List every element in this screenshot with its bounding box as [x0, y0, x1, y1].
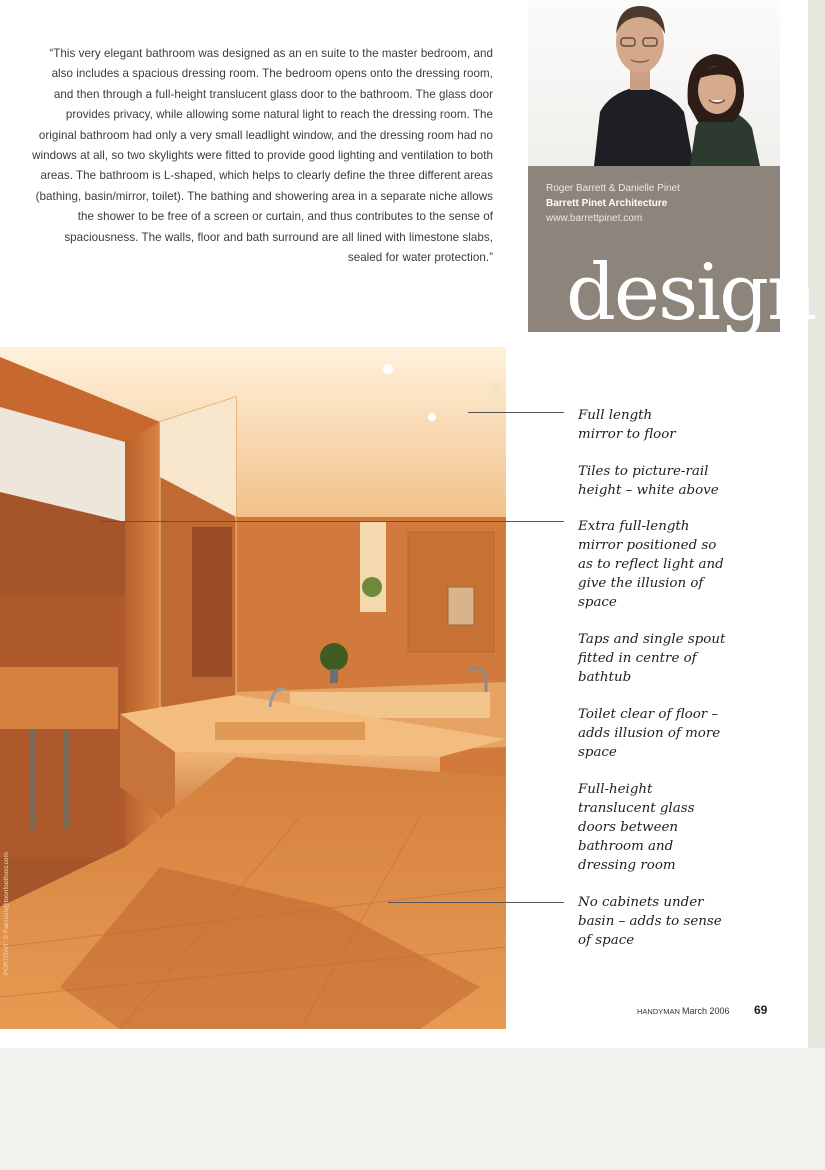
- designers-portrait: [528, 0, 780, 166]
- article-quote: “This very elegant bathroom was designed as an en suite to the master bedroom, and also includes a spacious dressing room. The bedroom opens onto the dressing room, and then through a full-height translucent glass door to the bathroom. The glass door provides privacy, while allowing some natural light to reach the dressing room. The original bathroom had only a very small leadlight window, and the dressing room had no windows at all, so two skylights were fitted to provide good lighting and ventilation to both areas. The bathroom is L-shaped, which helps to clearly define the three different areas (bathing, basin/mirror, toilet). The bathing and showering area in a separate niche allows the shower to be free of a screen or curtain, and thus contributes to the sense of spaciousness. The walls, floor and bath surround are all lined with limestone slabs, sealed for water protection.”: [32, 47, 493, 265]
- leader-line-basin: [388, 902, 564, 903]
- page-number: 69: [754, 1003, 768, 1017]
- page-edge: [808, 0, 825, 1048]
- leader-line-extra-mirror: [100, 521, 564, 522]
- annotation-mirror: Full length mirror to floor: [578, 408, 676, 442]
- bathroom-illustration: [0, 347, 506, 1029]
- annotation-glass-doors: Full-height translucent glass doors between bathroom and dressing room: [578, 782, 695, 873]
- annotation-extra-mirror: Extra full-length mirror positioned so as to reflect light and give the illusion of space: [578, 519, 724, 610]
- designer-info-panel: [528, 166, 816, 338]
- annotation-taps: Taps and single spout fitted in centre of bathtub: [578, 632, 726, 685]
- annotation-tiles: Tiles to picture-rail height – white above: [578, 464, 719, 498]
- photo-credit: PORTRAIT: © Fairrush@toonfootfood.com: [3, 852, 10, 975]
- designer-firm: Barrett Pinet Architecture: [546, 198, 668, 209]
- annotation-no-cabinets: No cabinets under basin – adds to sense of space: [578, 895, 722, 948]
- footer-magazine: HANDYMAN: [637, 1007, 680, 1016]
- portrait-illustration: [528, 0, 780, 166]
- section-title: design: [566, 248, 816, 338]
- leader-line-mirror: [468, 412, 564, 413]
- page-footer: [637, 1006, 730, 1016]
- designer-website: www.barrettpinet.com: [546, 213, 643, 224]
- footer-issue: March 2006: [682, 1006, 730, 1016]
- annotation-toilet: Toilet clear of floor – adds illusion of more space: [578, 707, 721, 760]
- designer-names: Roger Barrett & Danielle Pinet: [546, 183, 680, 194]
- bathroom-photo: [0, 347, 506, 1029]
